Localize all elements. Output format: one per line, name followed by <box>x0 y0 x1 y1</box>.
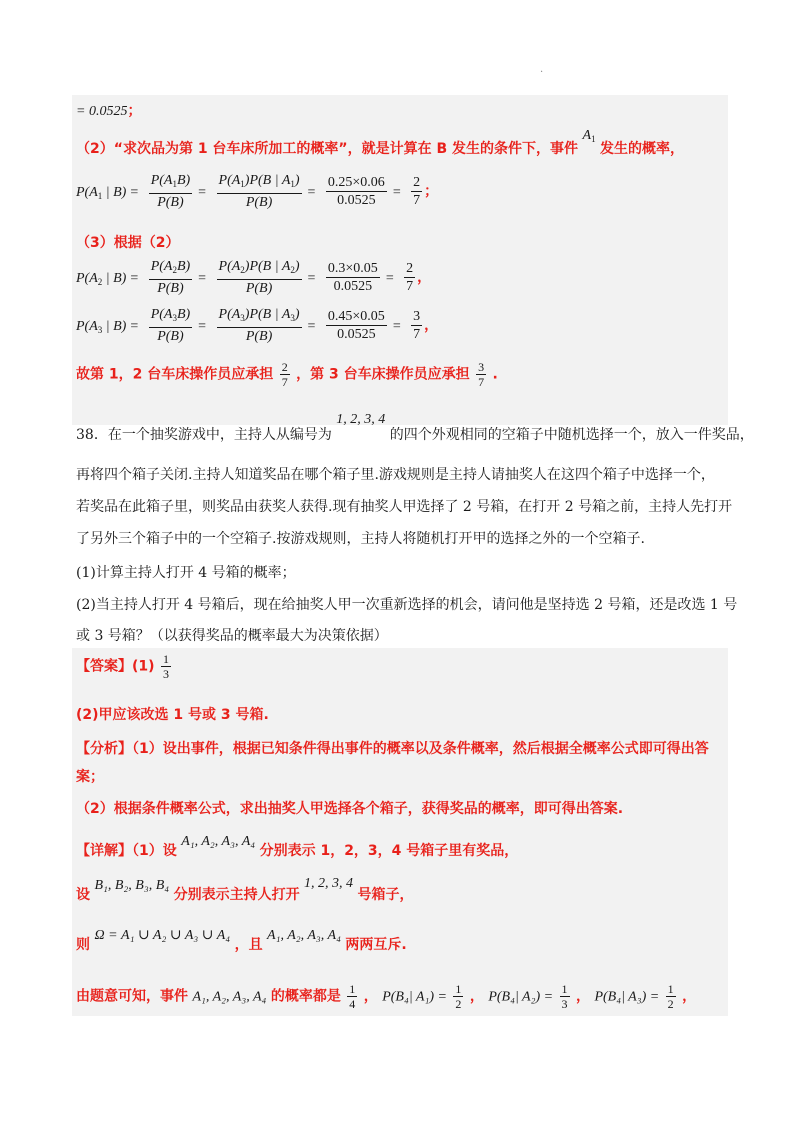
value-line: = 0.0525； <box>76 103 142 119</box>
question-line-2: 再将四个箱子关闭.主持人知道奖品在哪个箱子里.游戏规则是主持人请抽奖人在这四个箱子中选择一个， <box>76 467 715 483</box>
question-line-1: 38．在一个抽奖游戏中，主持人从编号为 1, 2, 3, 4 的四个外观相同的空箱子中随机选择一个，放入一件奖品， <box>76 412 754 443</box>
detail-line-2: 设 B₁, B₂, B₃, B₄ 分别表示主持人打开 1, 2, 3, 4 号箱子， <box>76 876 414 903</box>
question-sub-1: (1)计算主持人打开 4 号箱的概率； <box>76 565 296 581</box>
analysis-line-3: （2）根据条件概率公式，求出抽奖人甲选择各个箱子，获得奖品的概率，即可得出答案. <box>76 801 624 817</box>
answer-line-1: 【答案】(1) $\frac{1}{3}$ <box>76 652 169 681</box>
analysis-line-1: 【分析】（1）设出事件，根据已知条件得出事件的概率以及条件概率，然后根据全概率公式即可得出答 <box>76 741 709 757</box>
part2-text: （2）“求次品为第 1 台车床所加工的概率”，就是计算在 B 发生的条件下，事件 $A_1$ 发生的概率， <box>76 128 685 157</box>
question-sub-2b: 或 3 号箱？（以获得奖品的概率最大为决策依据） <box>76 628 388 644</box>
header-dot: . <box>540 64 544 75</box>
detail-line-4: 由题意可知，事件 A₁, A₂, A₃, A₄ 的概率都是 $\frac{1}{4}$ ， P(B₄| A₁) = $\frac{1}{2}$ ， P(B₄| A₂) = $\frac{1}{3}$ ， P(B₄| A₃) = $\frac{1}{2}$ ， <box>76 982 697 1011</box>
question-line-4: 了另外三个箱子中的一个空箱子.按游戏规则，主持人将随机打开甲的选择之外的一个空箱子. <box>76 531 645 547</box>
question-sub-2a: (2)当主持人打开 4 号箱后，现在给抽奖人甲一次重新选择的机会，请问他是坚持选 2 号箱，还是改选 1 号 <box>76 597 738 613</box>
part3-conclusion: 故第 1，2 台车床操作员应承担 $\frac{2}{7}$ ，第 3 台车床操作员应承担 $\frac{3}{7}$ . <box>76 360 498 389</box>
part3-formula-a3: $P(A_3$ | B) = $\frac{P(A_3B)}{P(B)}$ = $\frac{P(A_3)P(B | A_3)}{P(B)}$ = $\frac{0.45\times 0.05}{0.0525}$ = $\frac{3}{7}$ ， <box>76 307 439 344</box>
answer-line-2: (2)甲应该改选 1 号或 3 号箱. <box>76 707 269 723</box>
part3-heading: （3）根据（2） <box>76 235 180 251</box>
part3-formula-a2: $P(A_2$ | B) = $\frac{P(A_2B)}{P(B)}$ = $\frac{P(A_2)P(B | A_2)}{P(B)}$ = $\frac{0.3\times 0.05}{0.0525}$ = $\frac{2}{7}$ ， <box>76 259 432 296</box>
question-line-3: 若奖品在此箱子里，则奖品由获奖人获得.现有抽奖人甲选择了 2 号箱，在打开 2 号箱之前，主持人先打开 <box>76 499 733 515</box>
detail-line-1: 【详解】（1）设 A₁, A₂, A₃, A₄ 分别表示 1，2，3，4 号箱子里有奖品， <box>76 834 519 859</box>
analysis-line-2: 案； <box>76 769 104 785</box>
detail-line-3: 则 Ω = A₁ ∪ A₂ ∪ A₃ ∪ A₄ ，且 A₁, A₂, A₃, A₄ 两两互斥. <box>76 928 407 953</box>
part2-formula: $P(A_1$ | B) = $\frac{P(A_1B)}{P(B)}$ = $\frac{P(A_1)P(B | A_1)}{P(B)}$ = $\frac{0.25\times 0.06}{0.0525}$ = $\frac{2}{7}$ ； <box>76 173 439 210</box>
